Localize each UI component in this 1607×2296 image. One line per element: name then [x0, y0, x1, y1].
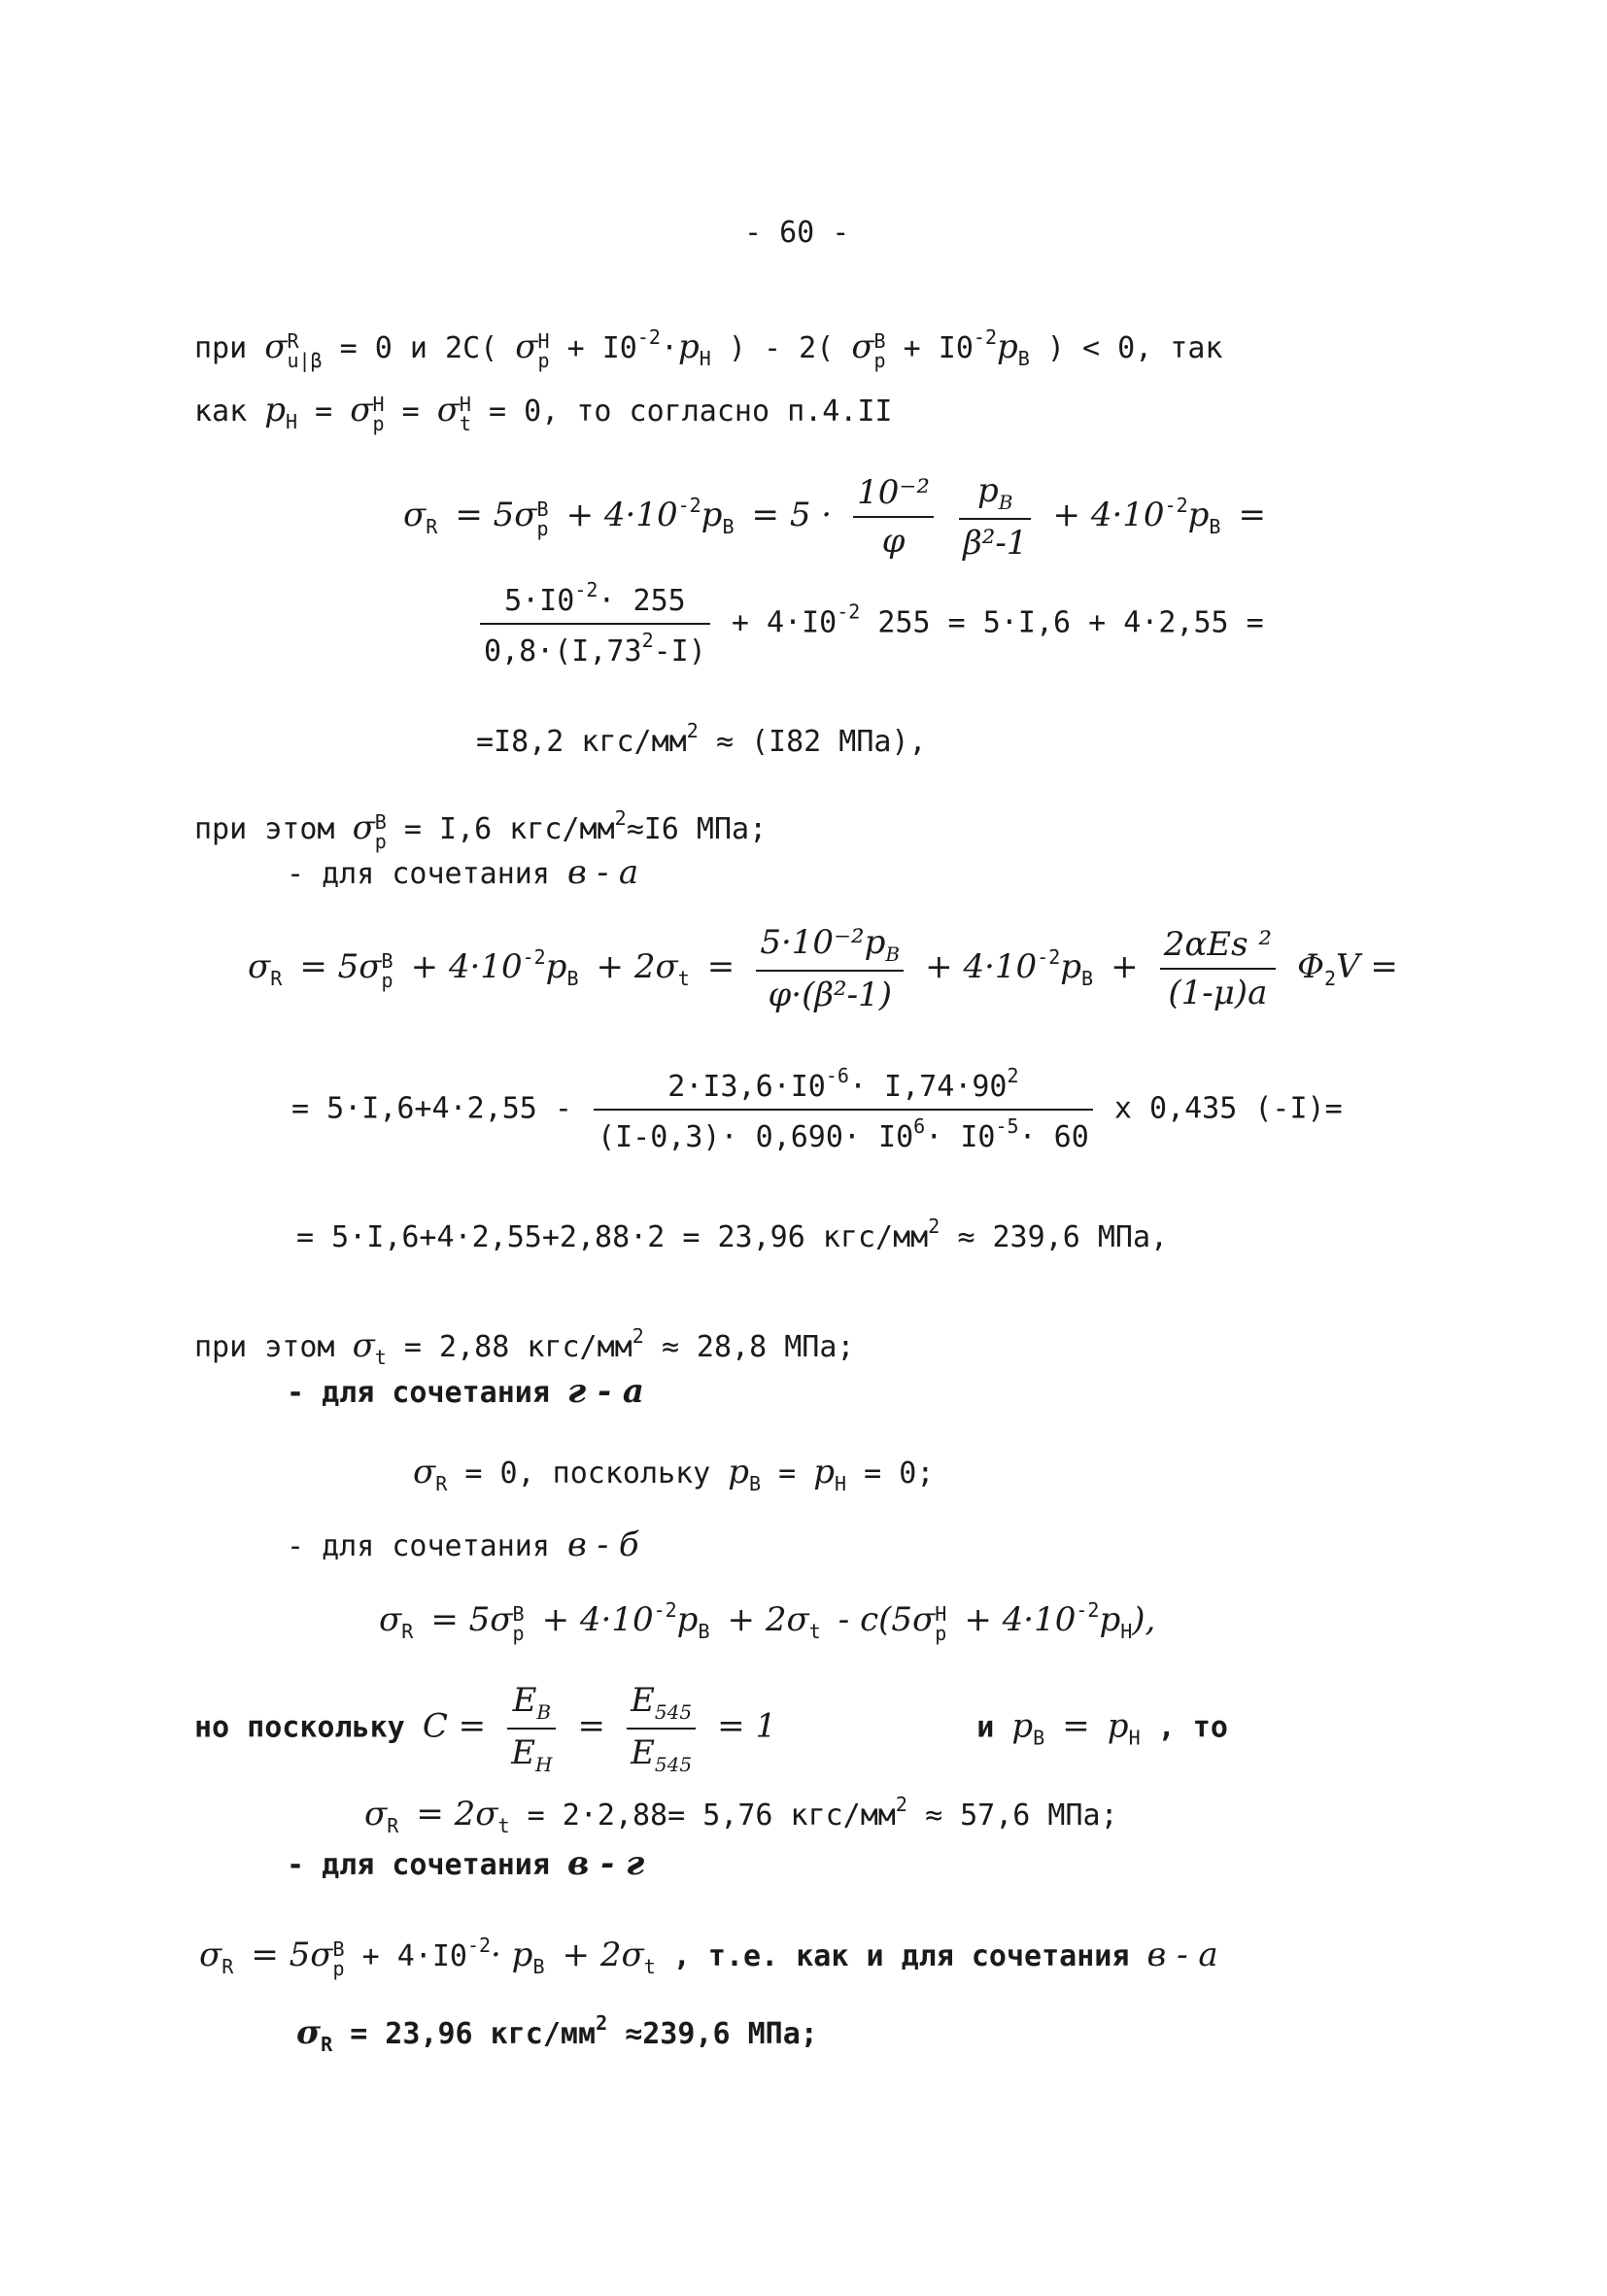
text-line-14: - для сочетания в - б — [287, 1525, 639, 1564]
fraction: $\frac{5\cdot I0^{-2}\cdot 255}{0,8\cdot(I,73^2-I)}$ — [480, 578, 710, 669]
formula-line-3: $\sigma_R = 5\sigma$ В р + $4\cdot 10^{-2}p_В = 5$ · $\frac{\text{10⁻²}}{\varphi}$ $\frac{p_В}{\text{β²-1}}$ + $4\cdot 10^{-2}p_В$ = — [403, 471, 1266, 563]
text-line-5: =I8,2 кгс/$мм^2 \approx (I82$ МПа), — [476, 719, 927, 759]
text-line-1: при σ R u|β = 0 и 2С( σ Н р + $I0^{-2}\cdot p_Н$ ) - 2( σ В р + $I0^{-2}p_В$ ) < 0, так — [194, 326, 1223, 372]
fraction: $\frac{\text{10⁻²}}{\varphi}$ — [853, 473, 934, 563]
text-line-16: но поскольку C = $\frac{E_В}{E_Н}$ = $\frac{E_{545}}{E_{545}}$ = 1 и $p_В = p_Н$ , то — [194, 1681, 1228, 1776]
formula-line-8: $\sigma_R = 5\sigma$ В р + $4\cdot 10^{-2}p_В + 2\sigma_t$ = $\frac{5\cdot 10^{-2}p_В}{\text{φ·(β²-1)}}$ + $4\cdot 10^{-2}p_В$ + $\frac{\text{2αEs ²}}{(1-\mu)a}$ $\Phi_2V$ = — [248, 923, 1398, 1014]
text-line-17: $\sigma_R = 2\sigma_t = 2\cdot 2,88= 5,76$ кгс/$мм^2 \approx 57,6$ МПа; — [364, 1793, 1118, 1837]
text-line-18: - для сочетания в - г — [287, 1844, 645, 1883]
text-line-7: - для сочетания в - а — [287, 853, 639, 892]
page-number: - 60 - — [744, 216, 850, 250]
formula-line-4: $\frac{5\cdot I0^{-2}\cdot 255}{0,8\cdot(I,73^2-I)}$ + $4\cdot I0^{-2}$ 255 = 5·I,6 + 4·2,55 = — [476, 578, 1264, 669]
fraction: $\frac{E_{545}}{E_{545}}$ — [627, 1681, 696, 1776]
fraction: $\frac{E_В}{E_Н}$ — [507, 1681, 556, 1776]
text-line-6: при этом σ В р = I,6 кгс/$мм^2\approx I6$ МПа; — [194, 806, 768, 853]
text-line-13: $\sigma_R = 0$, поскольку $p_В = p_Н = 0$; — [413, 1453, 935, 1495]
text-line-2: как $p_Н = \sigma$ Н р = σ Н t = 0, то согласно п.4.II — [194, 391, 893, 435]
fraction: $\frac{p_В}{\text{β²-1}}$ — [959, 471, 1031, 564]
text-line-10: = 5·I,6+4·2,55+2,88·2 = 23,96 кгс/$мм^2 \approx 239,6$ МПа, — [296, 1215, 1169, 1254]
fraction: $\frac{\text{2αEs ²}}{(1-\mu)a}$ — [1160, 925, 1276, 1014]
text-line-20: $\sigma_R = 23,96$ кгс/$мм^2 \approx 239,6$ МПа; — [296, 2011, 818, 2056]
fraction: $\frac{2\cdot I3,6\cdot I0^{-6}\cdot I,74\cdot 90^2}{(I-0,3)\cdot 0,690\cdot I0^6\cdot I0^{-5}\cdot 60}$ — [594, 1064, 1093, 1155]
formula-line-15: $\sigma_R = 5\sigma$ В р + $4\cdot 10^{-2}p_В + 2\sigma_t - c(5\sigma$ Н р + $4\cdot 10^{-2}p_Н$), — [379, 1598, 1156, 1645]
text-line-11: при этом $\sigma_t = 2,88$ кгс/$мм^2 \approx 28,8$ МПа; — [194, 1324, 855, 1369]
fraction: $\frac{5\cdot 10^{-2}p_В}{\text{φ·(β²-1)}}$ — [756, 923, 904, 1015]
text-line-12: - для сочетания г - а — [287, 1372, 644, 1411]
text-line-19: $\sigma_R = 5\sigma$ В р + $4\cdot I0^{-2}\cdot p_В + 2\sigma_t$ , т.е. как и для сочетания в - а — [199, 1934, 1218, 1980]
formula-line-9: = 5·I,6+4·2,55 - $\frac{2\cdot I3,6\cdot I0^{-6}\cdot I,74\cdot 90^2}{(I-0,3)\cdot 0,690\cdot I0^6\cdot I0^{-5}\cdot 60}$ x 0,435 (-I)= — [291, 1064, 1343, 1154]
